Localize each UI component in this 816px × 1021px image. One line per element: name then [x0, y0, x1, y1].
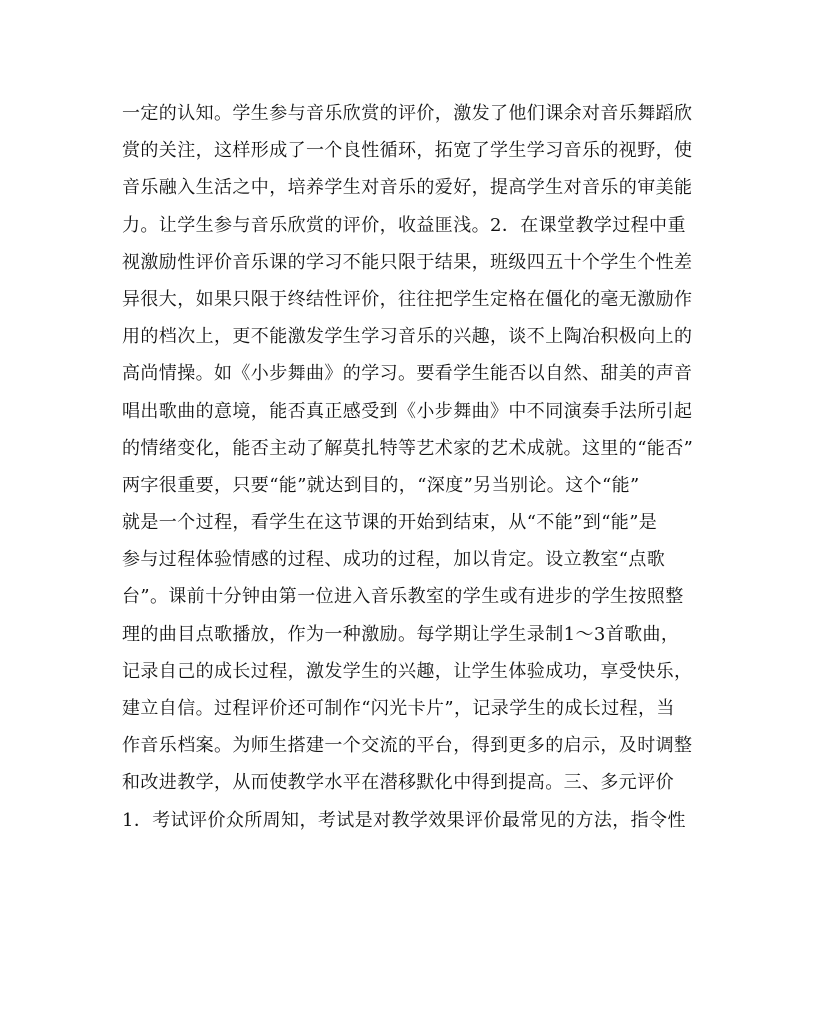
body-text — [122, 95, 702, 839]
text-line: 理的曲目点歌播放，作为一种激励。每学期让学生录制1～3首歌曲， — [122, 623, 680, 645]
text-line: 力。让学生参与音乐欣赏的评价，收益匪浅。2．在课堂教学过程中重 — [122, 214, 686, 236]
text-line: 用的档次上，更不能激发学生学习音乐的兴趣，谈不上陶冶积极向上的 — [122, 326, 693, 348]
text-line: 参与过程体验情感的过程、成功的过程，加以肯定。设立教室“点歌 — [122, 549, 666, 571]
text-line: 1．考试评价众所周知，考试是对教学效果评价最常见的方法，指令性 — [122, 809, 686, 831]
text-line: 一定的认知。学生参与音乐欣赏的评价，激发了他们课余对音乐舞蹈欣 — [122, 103, 693, 124]
text-line: 的情绪变化，能否主动了解莫扎特等艺术家的艺术成就。这里的“能否” — [122, 437, 694, 459]
text-line: 两字很重要，只要“能”就达到目的，“深度”另当别论。这个“能” — [122, 474, 640, 496]
text-line: 赏的关注，这样形成了一个良性循环，拓宽了学生学习音乐的视野，使 — [122, 140, 693, 162]
text-line: 建立自信。过程评价还可制作“闪光卡片”，记录学生的成长过程，当 — [122, 698, 675, 719]
text-line: 高尚情操。如《小步舞曲》的学习。要看学生能否以自然、甜美的声音 — [122, 363, 693, 385]
text-line: 异很大，如果只限于终结性评价，往往把学生定格在僵化的毫无激励作 — [122, 288, 693, 310]
text-line: 唱出歌曲的意境，能否真正感受到《小步舞曲》中不同演奏手法所引起 — [122, 400, 693, 422]
text-line: 视激励性评价音乐课的学习不能只限于结果，班级四五十个学生个性差 — [122, 251, 693, 273]
text-line: 台”。课前十分钟由第一位进入音乐教室的学生或有进步的学生按照整 — [122, 586, 684, 608]
text-line: 作音乐档案。为师生搭建一个交流的平台，得到更多的启示，及时调整 — [122, 735, 693, 757]
text-line: 记录自己的成长过程，激发学生的兴趣，让学生体验成功，享受快乐， — [122, 660, 693, 682]
text-line: 和改进教学，从而使教学水平在潜移默化中得到提高。三、多元评价 — [122, 772, 674, 794]
text-line: 就是一个过程，看学生在这节课的开始到结束，从“不能”到“能”是 — [122, 512, 658, 534]
text-line: 音乐融入生活之中，培养学生对音乐的爱好，提高学生对音乐的审美能 — [122, 177, 693, 199]
